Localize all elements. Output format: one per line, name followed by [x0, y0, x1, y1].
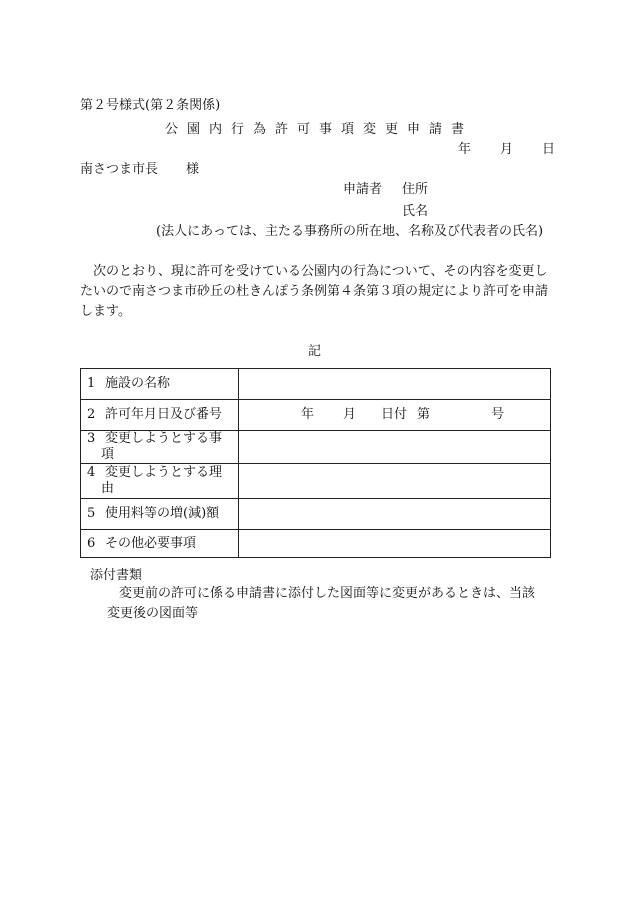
row-label: 3 変更しようとする事 項 — [81, 431, 239, 464]
change-items-cell[interactable] — [239, 431, 551, 464]
date-year-label: 年 — [458, 142, 472, 157]
table-row — [81, 431, 551, 464]
table-row — [81, 530, 551, 558]
permit-year-label: 年 — [301, 407, 315, 422]
row-label: 4 変更しようとする理 由 — [81, 464, 239, 499]
form-number: 第２号様式(第２条関係) — [80, 98, 221, 113]
addressee — [80, 162, 199, 178]
table-row — [81, 499, 551, 530]
attachments-text — [107, 584, 551, 624]
addressee-suffix: 様 — [186, 162, 200, 177]
permit-date-suffix: 日付 — [381, 407, 408, 422]
attachments-title: 添付書類 — [90, 568, 143, 583]
body-text: 次のとおり、現に許可を受けている公園内の行為について、その内容を変更したいので南さつま市砂丘の杜きんぽう条例第４条第３項の規定により許可を申請します。 — [80, 264, 549, 319]
ki-heading: 記 — [308, 344, 322, 359]
document-title: 公園内行為許可事項変更申請書 — [165, 122, 474, 137]
attachments-line-1: 変更前の許可に係る申請書に添付した図面等に変更があるときは、当該 — [119, 586, 536, 601]
table-row — [81, 400, 551, 431]
permit-go-label: 号 — [491, 407, 505, 422]
fee-change-cell[interactable] — [239, 499, 551, 530]
attachments-line-2: 変更後の図面等 — [107, 606, 199, 621]
permit-month-label: 月 — [343, 407, 357, 422]
corporation-note: (法人にあっては、主たる事務所の所在地、名称及び代表者の氏名) — [156, 224, 544, 239]
name-label: 氏名 — [402, 204, 429, 219]
row-label: 5 使用料等の増(減)額 — [81, 499, 239, 530]
row-label: 1 施設の名称 — [81, 369, 239, 400]
permit-date-number-cell[interactable] — [239, 400, 551, 431]
detail-table — [80, 368, 551, 558]
applicant-label: 申請者 — [343, 182, 383, 197]
address-label: 住所 — [402, 182, 429, 197]
facility-name-cell[interactable] — [239, 369, 551, 400]
table-row — [81, 369, 551, 400]
date-month-label: 月 — [500, 142, 514, 157]
change-reason-cell[interactable] — [239, 464, 551, 499]
permit-dai-label: 第 — [417, 407, 431, 422]
date-day-label: 日 — [542, 142, 556, 157]
addressee-name: 南さつま市長 — [80, 162, 159, 177]
other-items-cell[interactable] — [239, 530, 551, 558]
table-row — [81, 464, 551, 499]
row-label: 2 許可年月日及び番号 — [81, 400, 239, 431]
row-label: 6 その他必要事項 — [81, 530, 239, 558]
